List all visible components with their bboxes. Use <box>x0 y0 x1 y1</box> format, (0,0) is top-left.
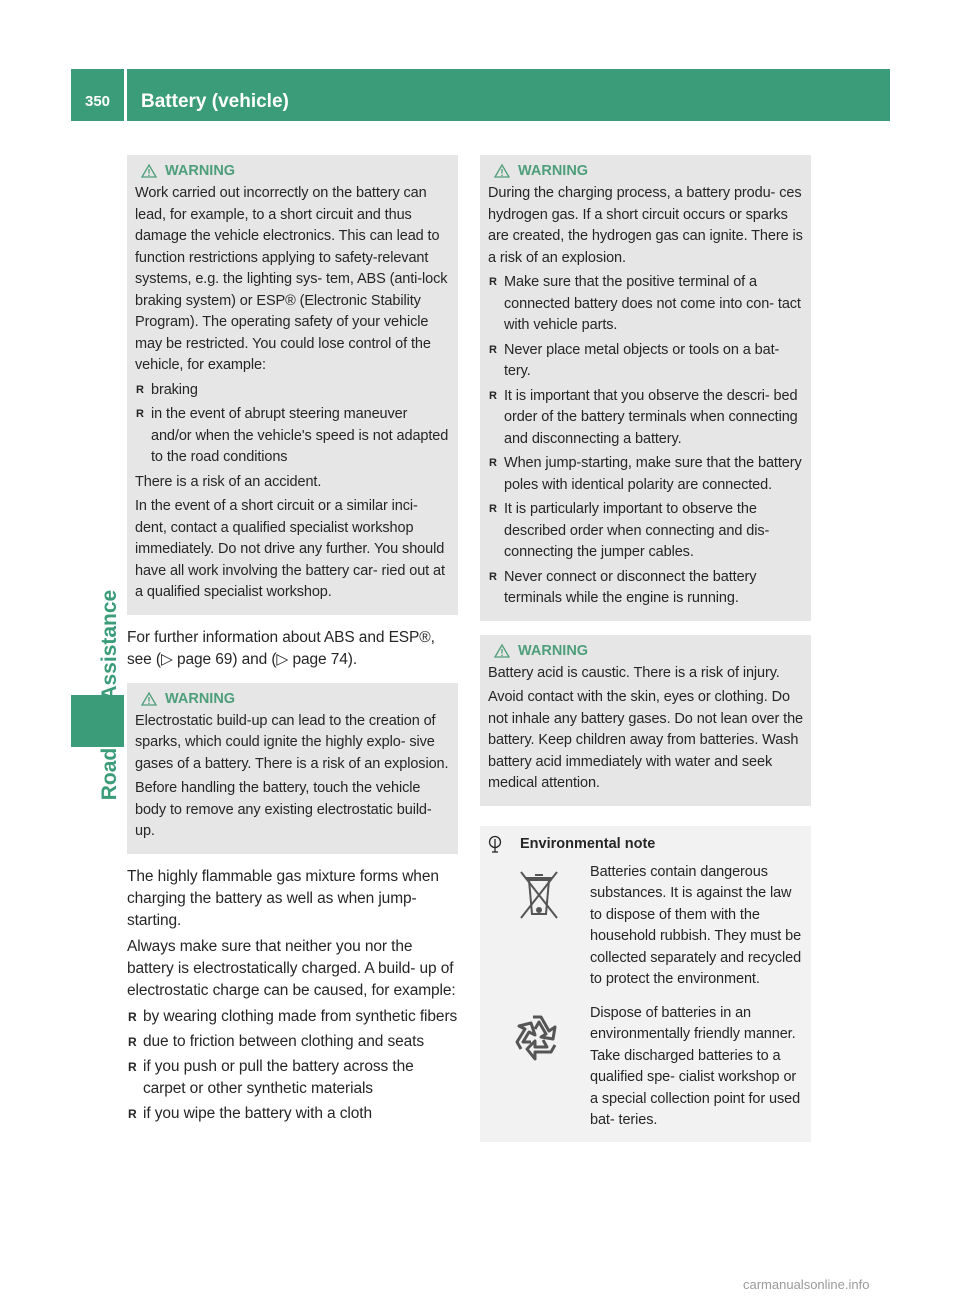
bullet-item: R by wearing clothing made from synthetic fibers <box>127 1006 458 1028</box>
bullet-item: R in the event of abrupt steering maneuver and/or when the vehicle's speed is not adapted to the road conditions <box>135 404 450 469</box>
bullet-item: R Never connect or disconnect the battery terminals while the engine is running. <box>488 567 803 610</box>
warning-bullet-list <box>488 272 803 610</box>
warning-heading: WARNING <box>518 642 589 659</box>
warning-box <box>480 155 811 621</box>
warning-text: Electrostatic build-up can lead to the creation of sparks, which could ignite the highly explo- sive gases of a battery. There is a risk of an explosion. <box>135 712 449 772</box>
watermark: carmanualsonline.info <box>743 1277 870 1292</box>
recycling-icon <box>488 1003 590 1132</box>
bullet-item: R It is important that you observe the descri- bed order of the battery terminals when connecting and disconnecting a battery. <box>488 386 803 451</box>
lightbulb-icon <box>488 835 502 853</box>
warning-header <box>135 687 450 711</box>
header-separator <box>124 69 127 121</box>
bullet-item: R braking <box>135 380 450 402</box>
bullet-item: R Never place metal objects or tools on a bat- tery. <box>488 340 803 383</box>
environmental-note-row <box>488 1003 803 1132</box>
warning-heading: WARNING <box>518 163 589 179</box>
warning-triangle-icon <box>141 692 157 706</box>
warning-triangle-icon <box>141 164 157 178</box>
environmental-note-header <box>488 832 803 856</box>
page-number: 350 <box>84 93 111 110</box>
body-paragraph: For further information about ABS and ESP®, see (▷ page 69) and (▷ page 74). <box>127 628 435 668</box>
warning-text: During the charging process, a battery produ- ces hydrogen gas. If a short circuit occurs or sparks are created, the hydrogen gas can ignite. There is a risk of an explosion. <box>488 185 803 266</box>
warning-heading: WARNING <box>165 690 236 707</box>
bullet-item: R When jump-starting, make sure that the battery poles with identical polarity are connected. <box>488 453 803 496</box>
environmental-note-text: Dispose of batteries in an environmentally friendly manner. Take discharged batteries to a qualified spe- cialist workshop or a special collection point for used bat- teries. <box>590 1004 801 1128</box>
side-tab-block <box>71 695 124 747</box>
warning-text: Avoid contact with the skin, eyes or clothing. Do not inhale any battery gases. Do not lean over the battery. Keep children away from batteries. Wash battery acid immediately with water and seek medical attention. <box>488 689 804 791</box>
environmental-note-text: Batteries contain dangerous substances. It is against the law to dispose of them with the household rubbish. They must be collected separately and recycled to protect the environment. <box>590 863 802 987</box>
body-paragraph: Always make sure that neither you nor the battery is electrostatically charged. A build- up of electrostatic charge can be caused, for example: <box>127 937 456 999</box>
warning-text: Work carried out incorrectly on the battery can lead, for example, to a short circuit and thus damage the vehicle electronics. This can lead to function restrictions applying to safety-relevant systems, e.g. the lighting sys- tem, ABS (anti-lock braking system) or ESP® (Electronic Stability Program). The operating safety of your vehicle may be restricted. You could lose control of the vehicle, for example: <box>135 185 448 373</box>
warning-triangle-icon <box>494 644 510 658</box>
warning-text: Before handling the battery, touch the vehicle body to remove any existing electrostatic build-up. <box>135 780 432 839</box>
warning-heading: WARNING <box>165 163 236 179</box>
bullet-item: R Make sure that the positive terminal of a connected battery does not come into con- tact with vehicle parts. <box>488 272 803 337</box>
warning-text: There is a risk of an accident. <box>135 473 322 490</box>
bullet-list <box>127 1006 458 1125</box>
warning-box <box>480 635 811 806</box>
left-column <box>127 155 458 1128</box>
warning-triangle-icon <box>494 164 510 178</box>
environmental-note-box <box>480 826 811 1142</box>
environmental-note-heading: Environmental note <box>520 835 656 852</box>
bullet-item: R if you wipe the battery with a cloth <box>127 1103 458 1125</box>
warning-box <box>127 683 458 854</box>
bullet-item: R if you push or pull the battery across the carpet or other synthetic materials <box>127 1056 458 1100</box>
warning-bullet-list <box>135 380 450 469</box>
warning-text: Battery acid is caustic. There is a risk of injury. <box>488 664 780 681</box>
warning-header <box>488 159 803 183</box>
right-column <box>480 155 811 1142</box>
crossed-out-bin-icon <box>488 862 590 991</box>
warning-header <box>488 639 803 663</box>
warning-text: In the event of a short circuit or a similar inci- dent, contact a qualified specialist workshop immediately. Do not drive any further. You should have all work involving the battery car- ried out at a qualified specialist workshop. <box>135 498 445 600</box>
environmental-note-row <box>488 862 803 991</box>
warning-header <box>135 159 450 183</box>
page-title: Battery (vehicle) <box>141 91 289 112</box>
warning-box <box>127 155 458 615</box>
bullet-item: R due to friction between clothing and seats <box>127 1031 458 1053</box>
bullet-item: R It is particularly important to observe the described order when connecting and dis- connecting the jumper cables. <box>488 499 803 564</box>
body-paragraph: The highly flammable gas mixture forms when charging the battery as well as when jump- starting. <box>127 867 439 929</box>
